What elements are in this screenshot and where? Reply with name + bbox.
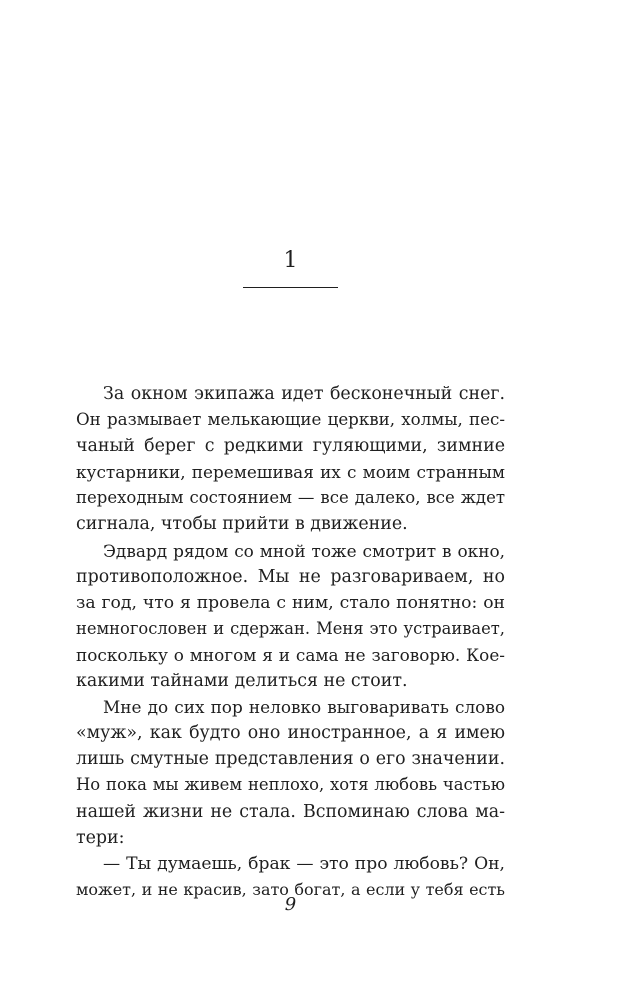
text-line: переходным состоянием — все далеко, все ждет [76, 488, 505, 508]
text-line: «муж», как будто оно иностранное, а я имею [76, 723, 505, 744]
text-line: какими тайнами делиться не стоит. [76, 671, 408, 692]
text-line: противоположное. Мы не разговариваем, но [76, 566, 505, 587]
text-line: нашей жизни не стала. Вспоминаю слова ма- [76, 801, 505, 822]
page-number: 9 [284, 894, 297, 915]
text-line: чаный берег с редкими гуляющими, зимние [76, 436, 505, 457]
text-line: кустарники, перемешивая их с моим странным [76, 462, 505, 483]
text-line: За окном экипажа идет бесконечный снег. [103, 384, 505, 404]
text-line: поскольку о многом я и сама не заговорю. Кое- [76, 644, 505, 665]
text-line: Но пока мы живем неплохо, хотя любовь частью [76, 775, 505, 795]
paragraph [76, 538, 505, 695]
text-line: Мне до сих пор неловко выговаривать слово [103, 697, 505, 718]
text-line: сигнала, чтобы прийти в движение. [76, 514, 408, 535]
paragraph [76, 381, 505, 538]
text-line: — Ты думаешь, брак — это про любовь? Он, [103, 853, 505, 874]
text-line: может, и не красив, зато богат, а если у тебя есть [76, 879, 505, 899]
text-line: немногословен и сдержан. Меня это устраивает, [76, 618, 505, 638]
body-text [76, 381, 505, 903]
text-line: тери: [76, 827, 125, 848]
paragraph [76, 694, 505, 851]
text-line: Он размывает мелькающие церкви, холмы, пес- [76, 410, 505, 430]
text-line: Эдвард рядом со мной тоже смотрит в окно, [103, 540, 505, 561]
chapter-divider [243, 287, 338, 288]
text-line: за год, что я провела с ним, стало понятно: он [76, 592, 505, 613]
chapter-number: 1 [283, 248, 298, 273]
text-line: лишь смутные представления о его значении. [76, 749, 505, 770]
